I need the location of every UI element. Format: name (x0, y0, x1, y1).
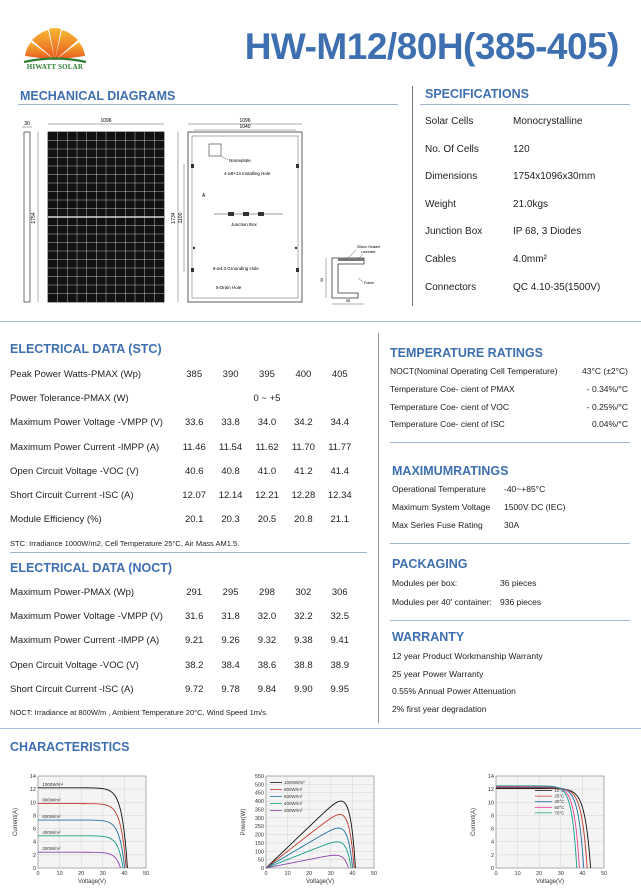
maxr-label: Maximum System Voltage (392, 502, 491, 512)
y-tick-label: 50 (257, 857, 264, 864)
row-value: 31.8 (221, 610, 240, 622)
x-tick-label: 10 (514, 871, 521, 877)
dim-mount-height: 1100 (178, 212, 184, 224)
pack-row (392, 578, 632, 590)
row-value: 11.46 (182, 441, 206, 453)
y-axis-label: Power(W) (241, 808, 247, 836)
warranty-title: WARRANTY (392, 630, 465, 644)
warranty-line: 0.55% Annual Power Attenuation (392, 686, 516, 697)
y-tick-label: 8 (32, 813, 36, 820)
row-value: 31.6 (184, 610, 204, 622)
row-label: Maximum Power Current -IMPP (A) (10, 635, 160, 647)
spec-label: No. Of Cells (425, 143, 479, 155)
row-value: 38.6 (257, 659, 277, 671)
row-label: Open Circuit Voltage -VOC (V) (10, 465, 139, 477)
section-separator (0, 321, 641, 322)
y-tick-label: 0 (260, 866, 264, 872)
spec-rule (420, 104, 630, 105)
row-value: 12.34 (327, 490, 352, 502)
row-value: 38.9 (330, 659, 349, 671)
x-tick-label: 40 (349, 871, 356, 877)
y-tick-label: 14 (487, 774, 494, 780)
legend-label: 70°C (554, 810, 565, 816)
dim-back-inner: 1040 (239, 124, 251, 130)
row-value: 9.78 (221, 683, 240, 695)
spec-label: Dimensions (425, 171, 478, 183)
x-tick-label: 10 (56, 871, 63, 877)
pv-irradiance-chart (236, 770, 386, 888)
y-tick-label: 300 (254, 815, 264, 822)
iv-temperature-chart (466, 770, 616, 888)
plot-area (38, 776, 146, 868)
row-value: 390 (222, 368, 239, 380)
maxr-row (392, 484, 632, 496)
x-tick-label: 20 (536, 871, 543, 877)
row-value: 32.5 (330, 610, 349, 622)
plot-area (496, 776, 604, 868)
dim-section-height: 30 (319, 277, 324, 283)
noct-note: NOCT: Irradiance at 800W/m , Ambient Temperature 20°C, Wind Speed 1m/s. (10, 708, 268, 717)
dim-front-width: 1096 (100, 118, 112, 124)
stc-note: STC: Irradiance 1000W/m2, Cell Temperature 25°C, Air Mass AM1.5. (10, 539, 240, 548)
x-tick-label: 50 (600, 871, 608, 877)
legend-label: 25°C (554, 793, 565, 799)
row-value: 38.4 (221, 659, 240, 671)
row-value: 20.1 (184, 514, 204, 526)
row-value: 9.21 (184, 635, 204, 647)
dim-height: 1754 (31, 212, 37, 224)
row-value: 385 (186, 368, 203, 380)
y-tick-label: 10 (487, 800, 494, 807)
row-label: Short Circuit Current -ISC (A) (10, 490, 134, 502)
x-tick-label: 0 (264, 871, 268, 877)
table-row (10, 386, 358, 410)
spec-row (425, 226, 635, 240)
y-tick-label: 12 (487, 787, 494, 794)
spec-value: 21.0kgs (513, 198, 549, 210)
row-value: 9.95 (330, 683, 349, 695)
table-row (10, 677, 358, 701)
row-label: Power Tolerance-PMAX (W) (10, 392, 129, 404)
maxr-value: 1500V DC (IEC) (504, 502, 566, 512)
row-value: 9.26 (221, 635, 240, 647)
maxr-label: Max Series Fuse Rating (392, 520, 483, 530)
x-tick-label: 0 (36, 871, 40, 877)
temp-label: Temperature Coe- cient of ISC (390, 419, 505, 430)
mechanical-drawing (18, 118, 398, 308)
series-label: 800W/m² (42, 797, 61, 803)
row-value: 41.2 (294, 465, 313, 477)
y-tick-label: 2 (490, 852, 494, 859)
y-tick-label: 14 (29, 774, 36, 780)
row-value: 9.90 (294, 683, 313, 695)
label-laminate: Laminate (361, 250, 376, 254)
legend-label: 1000W/m² (284, 780, 305, 785)
temp-row (390, 366, 630, 378)
x-axis-label: Voltage(V) (535, 879, 565, 885)
pack-row (392, 597, 632, 609)
table-row (10, 362, 358, 386)
row-label: Maximum Power Current -IMPP (A) (10, 441, 160, 453)
temp-title: TEMPERATURE RATINGS (390, 346, 544, 360)
spec-label: Weight (425, 198, 456, 210)
maxr-rule (390, 543, 630, 544)
maxr-value: -40~+85°C (504, 484, 546, 494)
table-row (10, 411, 358, 435)
legend-label: 40°C (554, 799, 565, 805)
row-value: 34.4 (330, 417, 349, 429)
series-label: 400W/m² (42, 829, 61, 835)
maxr-title: MAXIMUMRATINGS (392, 464, 509, 478)
label-frame: Frame (364, 281, 375, 285)
pack-label: Modules per 40' container: (392, 596, 492, 607)
maxr-row (392, 502, 632, 514)
legend-label: 10°C (554, 788, 565, 793)
x-axis-label: Voltage(V) (305, 879, 335, 885)
spec-value: QC 4.10-35(1500V) (513, 281, 601, 293)
spec-divider (412, 86, 413, 306)
x-tick-label: 50 (142, 871, 150, 877)
temp-label: Temperature Coe- cient of VOC (390, 401, 510, 412)
table-row (10, 483, 358, 507)
x-tick-label: 20 (78, 871, 85, 877)
spec-label: Cables (425, 254, 457, 265)
row-value: 291 (186, 586, 203, 598)
row-value: 12.14 (218, 490, 243, 502)
pack-title: PACKAGING (392, 557, 468, 571)
maxr-row (392, 520, 632, 532)
label-installing-hole: 4-ø9×14 Installing Hole (224, 171, 271, 176)
noct-table (10, 580, 358, 701)
row-value: 20.5 (257, 514, 277, 526)
temp-row (390, 402, 630, 414)
spec-value: 4.0mm² (513, 254, 547, 265)
row-value: 21.1 (330, 514, 349, 526)
x-tick-label: 0 (494, 871, 498, 877)
row-value: 12.21 (255, 490, 279, 502)
x-tick-label: 30 (327, 871, 334, 877)
temp-label: NOCT(Nominal Operating Cell Temperature) (390, 366, 558, 376)
table-row (10, 653, 358, 677)
y-tick-label: 500 (254, 782, 264, 789)
legend-label: 800W/m² (284, 787, 303, 792)
row-value: 32.0 (257, 610, 277, 622)
series-label: 1000W/m² (42, 781, 64, 787)
spec-value: IP 68, 3 Diodes (513, 226, 582, 238)
row-value: 41.4 (330, 465, 349, 477)
y-tick-label: 4 (490, 839, 494, 846)
y-tick-label: 2 (32, 852, 36, 859)
temp-row (390, 419, 630, 431)
temp-rule (390, 442, 630, 443)
legend-label: 400W/m² (284, 801, 303, 806)
table-row (10, 580, 358, 604)
y-tick-label: 0 (32, 866, 36, 872)
temp-value: 0.04%/°C (591, 419, 628, 430)
row-value: 9.84 (257, 683, 277, 695)
spec-title: SPECIFICATIONS (425, 87, 529, 101)
x-tick-label: 20 (306, 871, 313, 877)
row-value: 9.41 (330, 635, 349, 647)
spec-value: 1754x1096x30mm (513, 171, 596, 183)
row-label: Maximum Power Voltage -VMPP (V) (10, 417, 163, 429)
label-nameplate: Nameplate (229, 158, 251, 163)
row-value: 295 (222, 586, 239, 598)
row-value: 11.77 (328, 441, 352, 453)
plot-area (266, 776, 374, 868)
temp-value: - 0.25%/°C (586, 401, 628, 412)
label-a: A (202, 193, 206, 199)
warranty-line: 12 year Product Workmanship Warranty (392, 651, 543, 661)
pack-value: 36 pieces (500, 578, 537, 588)
characteristics-separator (0, 728, 641, 729)
dim-inner-height: 1734 (171, 212, 177, 224)
x-tick-label: 30 (557, 871, 564, 877)
spec-value: Monocrystalline (513, 116, 583, 127)
spec-label: Connectors (425, 281, 477, 293)
spec-label: Junction Box (425, 226, 483, 238)
maxr-label: Operational Temperature (392, 484, 486, 494)
spec-label: Solar Cells (425, 116, 474, 127)
table-row (10, 508, 358, 532)
spec-row (425, 199, 635, 213)
row-label: Short Circuit Current -ISC (A) (10, 683, 134, 695)
row-value-span: 0 ~ +5 (253, 392, 281, 404)
table-row (10, 604, 358, 628)
y-tick-label: 4 (32, 839, 36, 846)
y-tick-label: 10 (29, 800, 36, 807)
noct-title: ELECTRICAL DATA (NOCT) (10, 561, 173, 575)
temp-value: - 0.34%/°C (586, 383, 628, 394)
spec-row (425, 116, 635, 130)
row-value: 302 (295, 586, 312, 598)
dim-back-width: 1096 (239, 118, 251, 124)
spec-row (425, 254, 635, 268)
row-value: 40.6 (184, 465, 204, 477)
row-value: 38.2 (184, 659, 204, 671)
row-value: 20.8 (294, 514, 313, 526)
legend-label: 200W/m² (284, 808, 303, 813)
row-value: 12.07 (182, 490, 207, 502)
pack-label: Modules per box: (392, 578, 458, 588)
spec-value: 120 (513, 143, 530, 155)
y-tick-label: 350 (254, 807, 264, 814)
row-value: 9.72 (184, 683, 204, 695)
y-tick-label: 12 (29, 787, 36, 794)
row-label: Maximum Power-PMAX (Wp) (10, 586, 135, 598)
row-value: 9.38 (294, 635, 313, 647)
row-value: 11.62 (255, 441, 279, 453)
temp-row (390, 384, 630, 396)
row-value: 11.54 (219, 441, 243, 453)
row-value: 400 (295, 368, 312, 380)
y-tick-label: 6 (490, 826, 494, 833)
spec-row (425, 144, 635, 158)
pack-value: 936 pieces (500, 596, 542, 607)
row-value: 405 (331, 368, 348, 380)
dim-section-width: 35 (345, 298, 351, 303)
row-label: Peak Power Watts-PMAX (Wp) (10, 368, 142, 380)
spec-row (425, 282, 635, 296)
row-value: 20.3 (221, 514, 240, 526)
row-label: Maximum Power Voltage -VMPP (V) (10, 610, 163, 622)
series-label: 600W/m² (42, 814, 61, 820)
right-column-divider (378, 333, 379, 723)
y-tick-label: 0 (490, 866, 494, 872)
x-axis-label: Voltage(V) (77, 879, 107, 885)
y-tick-label: 400 (254, 799, 264, 806)
x-tick-label: 40 (579, 871, 586, 877)
row-value: 298 (259, 586, 275, 598)
stc-rule (10, 552, 367, 553)
y-tick-label: 550 (254, 774, 264, 780)
row-value: 33.8 (221, 417, 240, 429)
row-value: 32.2 (294, 610, 313, 622)
stc-table (10, 362, 358, 532)
row-value: 306 (331, 586, 348, 598)
legend-label: 600W/m² (284, 794, 303, 799)
x-tick-label: 10 (284, 871, 291, 877)
mechanical-title: MECHANICAL DIAGRAMS (20, 89, 176, 103)
mechanical-rule (18, 104, 398, 105)
table-row (10, 459, 358, 483)
y-axis-label: Current(A) (13, 807, 19, 837)
row-value: 395 (259, 368, 275, 380)
table-row (10, 629, 358, 653)
y-tick-label: 100 (254, 849, 264, 856)
dim-thickness: 30 (24, 121, 30, 127)
row-value: 11.70 (291, 441, 315, 453)
y-tick-label: 450 (254, 790, 264, 797)
temp-value: 43°C (±2°C) (582, 366, 628, 376)
spec-row (425, 171, 635, 185)
model-title: HW-M12/80H(385-405) (244, 26, 619, 67)
row-value: 33.6 (184, 417, 204, 429)
y-tick-label: 250 (254, 824, 264, 831)
temp-label: Temperature Coe- cient of PMAX (390, 383, 515, 394)
x-tick-label: 40 (121, 871, 128, 877)
row-value: 9.32 (257, 635, 277, 647)
x-tick-label: 50 (370, 871, 378, 877)
stc-title: ELECTRICAL DATA (STC) (10, 342, 162, 356)
label-junction-box: Junction Box (231, 222, 257, 227)
y-tick-label: 200 (254, 832, 264, 839)
y-tick-label: 6 (32, 826, 36, 833)
legend-label: 60°C (554, 804, 565, 810)
label-silicon: Silicon Sealant (357, 245, 381, 249)
row-label: Open Circuit Voltage -VOC (V) (10, 659, 139, 671)
y-axis-label: Current(A) (471, 807, 477, 837)
row-label: Module Efficiency (%) (10, 514, 102, 526)
characteristics-title: CHARACTERISTICS (10, 740, 130, 754)
warranty-line: 25 year Power Warranty (392, 668, 484, 679)
series-label: 200W/m² (42, 846, 61, 852)
table-row (10, 435, 358, 459)
x-tick-label: 30 (99, 871, 106, 877)
y-tick-label: 150 (254, 840, 264, 847)
label-grounding-hole: 8-ø4.3 Grounding Hole (213, 266, 259, 271)
maxr-value: 30A (504, 520, 520, 530)
label-drain-hole: 8-Drain Hole (216, 285, 242, 290)
warranty-line: 2% first year degradation (392, 703, 487, 714)
row-value: 38.8 (294, 659, 313, 671)
brand-name: HIWATT SOLAR (26, 63, 84, 71)
row-value: 41.0 (257, 465, 277, 477)
row-value: 40.8 (221, 465, 240, 477)
row-value: 34.2 (294, 417, 313, 429)
row-value: 34.0 (257, 417, 277, 429)
pack-rule (390, 620, 630, 621)
y-tick-label: 8 (490, 813, 494, 820)
iv-irradiance-chart (8, 770, 158, 888)
row-value: 12.28 (291, 490, 316, 502)
